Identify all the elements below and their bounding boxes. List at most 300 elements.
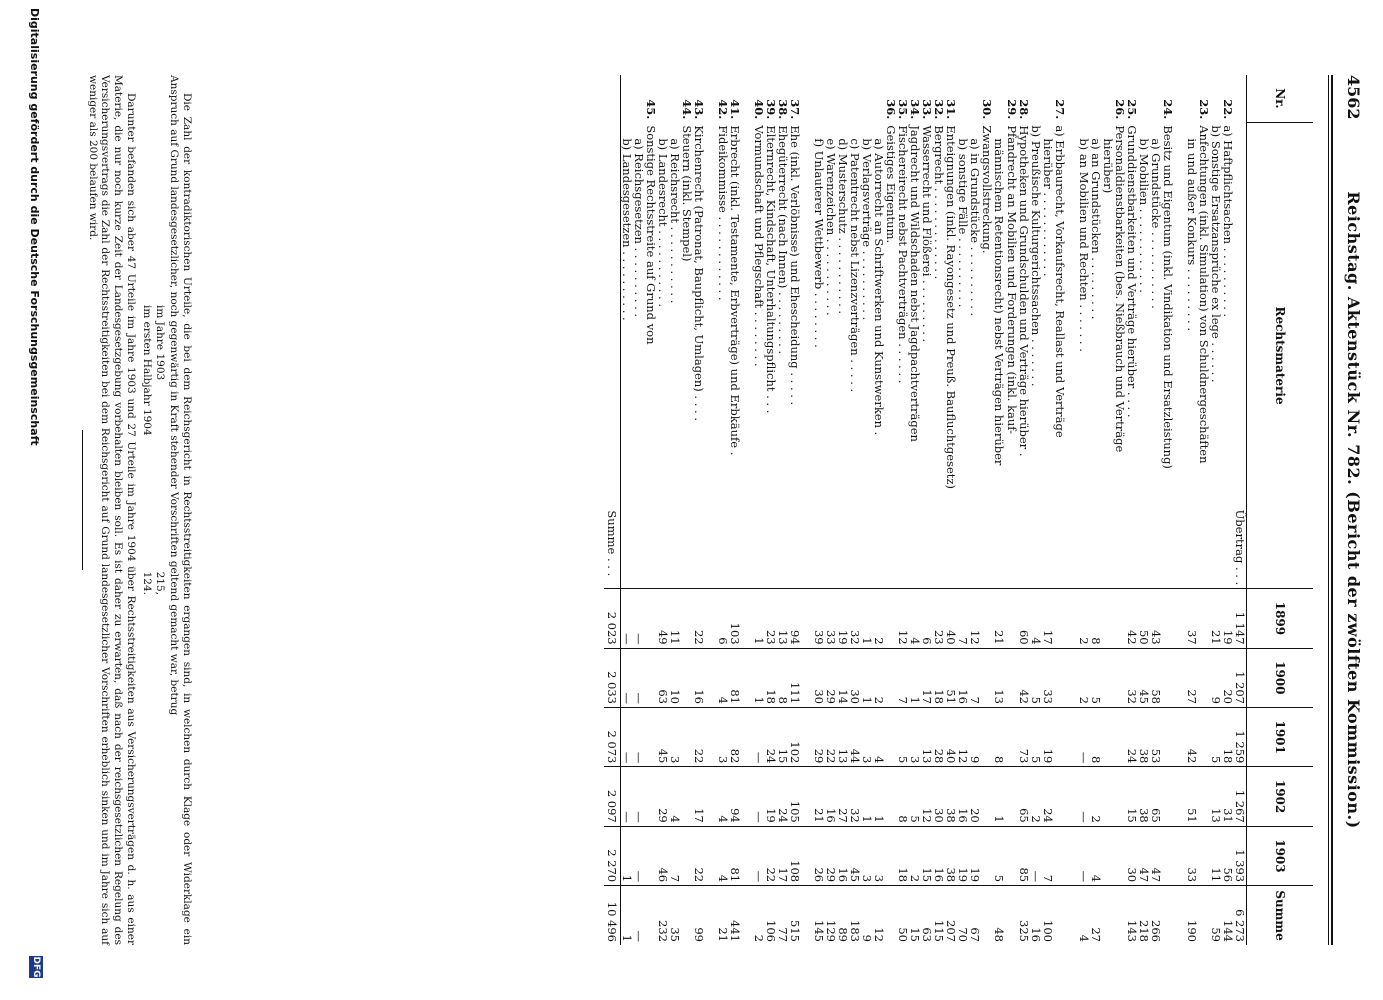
cell-value: — xyxy=(1030,826,1042,885)
cell-value: 2 xyxy=(1030,767,1042,826)
row-label: b) Mobilien . . . . . . . . . . . . xyxy=(1136,138,1151,293)
row-label: b) Verlagsverträge . . . . . . . . . . xyxy=(859,138,874,321)
column-header-2: 1899 xyxy=(1247,589,1314,648)
cell-value: 3 xyxy=(873,826,885,885)
row-number: 37. xyxy=(787,99,802,120)
cell-value: 73 xyxy=(1018,708,1030,767)
cell-value: 17 xyxy=(1042,589,1054,648)
cell-value: 43 xyxy=(1150,589,1162,648)
cell-value xyxy=(801,708,813,767)
header-rule xyxy=(1331,75,1333,945)
cell-value xyxy=(705,648,717,707)
header-rule-thin xyxy=(1328,75,1329,945)
row-number xyxy=(1066,75,1078,122)
cell-value: 8 xyxy=(1090,708,1102,767)
cell-value: — xyxy=(633,589,645,648)
cell-value: 65 xyxy=(1018,767,1030,826)
cell-value xyxy=(1174,767,1186,826)
cell-value xyxy=(1006,886,1018,945)
cell-value: 22 xyxy=(765,826,777,885)
cell-value xyxy=(1162,767,1174,826)
row-label: männischem Retentionsrecht) nebst Verträgen hierüber xyxy=(992,138,1007,466)
row-number: 42. xyxy=(715,99,730,120)
table-row xyxy=(1066,75,1078,945)
table-row xyxy=(669,75,681,945)
digitization-credit xyxy=(28,8,41,988)
cell-value: 18 xyxy=(897,826,909,885)
row-label: Besitz und Eigentum (inkl. Vindikation und Ersatzleistung) xyxy=(1161,125,1175,469)
column-header-7: Summe xyxy=(1247,886,1314,945)
cell-value: 70 xyxy=(957,886,969,945)
cell-value: 21 xyxy=(1210,589,1222,648)
table-row xyxy=(777,75,789,945)
row-number xyxy=(993,75,1005,122)
cell-value: 38 xyxy=(1138,708,1150,767)
cell-value: 19 xyxy=(1042,708,1054,767)
cell-value: 4 xyxy=(717,826,729,885)
table-row xyxy=(1018,75,1030,945)
cell-value xyxy=(705,708,717,767)
table-row xyxy=(849,75,861,945)
cell-value: 8 xyxy=(777,648,789,707)
cell-value: 2 xyxy=(1090,767,1102,826)
row-label: b) sonstige Fälle . . . . . . . . . . xyxy=(956,138,971,308)
cell-value xyxy=(1174,886,1186,945)
table-header-row xyxy=(1247,75,1314,945)
cell-value xyxy=(1162,826,1174,885)
cell-value: 30 xyxy=(1126,826,1138,885)
cell-value xyxy=(1054,886,1066,945)
cell-value xyxy=(1006,826,1018,885)
cell-value: 48 xyxy=(993,886,1005,945)
table-row xyxy=(909,75,921,945)
credit-text: Digitalisierung gefördert durch die Deutsche Forschungsgemeinschaft xyxy=(28,8,41,446)
cell-value xyxy=(1114,886,1126,945)
cell-value xyxy=(1066,589,1078,648)
footnote-paragraph-1: Die Zahl der kontradiktorischen Urteile, die bei dem Reichsgericht in Rechtsstreitigkeiten ergangen sind, in welchen durch Klage oder Widerklage ein Anspruch auf Grund landesgesetzlicher, noch gegenwärtig in Kraft stehender Vorschriften geltend gemacht war, betrug xyxy=(168,75,193,945)
row-number xyxy=(741,75,753,122)
cell-value: 51 xyxy=(1186,767,1198,826)
cell-value xyxy=(705,826,717,885)
cell-value xyxy=(1162,589,1174,648)
cell-value xyxy=(1114,648,1126,707)
cell-value: 115 xyxy=(933,886,945,945)
cell-value xyxy=(1114,767,1126,826)
table-row xyxy=(957,75,969,945)
row-number xyxy=(813,75,825,122)
cell-value: 7 xyxy=(897,648,909,707)
table-row xyxy=(837,75,849,945)
row-label xyxy=(801,122,813,588)
cell-value: 1 xyxy=(861,767,873,826)
cell-value xyxy=(1198,826,1210,885)
cell-value: 30 xyxy=(933,767,945,826)
cell-value xyxy=(645,767,657,826)
cell-value: 51 xyxy=(945,648,957,707)
row-label: Vormundschaft und Pflegschaft . . . . . . . . xyxy=(751,125,766,367)
footnote-year-line xyxy=(153,305,166,945)
cell-value: 10 xyxy=(669,648,681,707)
cell-value: 441 xyxy=(729,886,741,945)
cell-value: 17 xyxy=(693,767,705,826)
cell-value: 47 xyxy=(1138,826,1150,885)
page-header xyxy=(1337,75,1365,945)
cell-value: 108 xyxy=(789,826,801,885)
cell-value: 13 xyxy=(777,589,789,648)
cell-value: — xyxy=(620,767,633,826)
column-header-6: 1903 xyxy=(1247,826,1314,885)
row-number: 28. xyxy=(1016,99,1031,120)
cell-value: 85 xyxy=(1018,826,1030,885)
cell-value: 6 273 xyxy=(1234,886,1247,945)
sum-value: 2 023 xyxy=(604,589,621,648)
cell-value: 1 393 xyxy=(1234,826,1247,885)
cell-value: 35 xyxy=(669,886,681,945)
row-number xyxy=(1186,75,1198,122)
row-number xyxy=(1102,75,1114,122)
table-row xyxy=(765,75,777,945)
row-number xyxy=(861,75,873,122)
row-number xyxy=(657,75,669,122)
row-label: Fideikommisse . . . . . . . . . . . . xyxy=(715,125,730,301)
cell-value: 6 xyxy=(921,589,933,648)
cell-value: 11 xyxy=(1210,826,1222,885)
row-label: Bergrecht . . . . . . . . . . . . . xyxy=(932,125,947,280)
cell-value: 29 xyxy=(825,826,837,885)
cell-value: 23 xyxy=(933,589,945,648)
row-label: Grunddienstbarkeiten und Verträge hierüber . . . . xyxy=(1124,125,1139,418)
column-header-4: 1901 xyxy=(1247,708,1314,767)
table-row xyxy=(1210,75,1222,945)
cell-value xyxy=(1114,826,1126,885)
row-label: b) Landesgesetzen . . . . . . . . . . xyxy=(619,138,634,321)
cell-value: 1 207 xyxy=(1234,648,1247,707)
cell-value: 15 xyxy=(1126,767,1138,826)
table-row xyxy=(1114,75,1126,945)
cell-value: 11 xyxy=(669,589,681,648)
cell-value xyxy=(1102,767,1114,826)
cell-value xyxy=(1066,767,1078,826)
row-number: 27. xyxy=(1052,99,1067,120)
table-row xyxy=(873,75,885,945)
cell-value: 5 xyxy=(909,767,921,826)
cell-value xyxy=(801,767,813,826)
cell-value: 32 xyxy=(849,589,861,648)
cell-value: 28 xyxy=(933,708,945,767)
cell-value: — xyxy=(633,826,645,885)
row-number: 34. xyxy=(908,99,923,120)
cell-value: 15 xyxy=(909,886,921,945)
cell-value xyxy=(1054,648,1066,707)
cell-value: 13 xyxy=(837,708,849,767)
cell-value xyxy=(1006,648,1018,707)
row-number: 26. xyxy=(1112,99,1127,120)
table-row xyxy=(729,75,741,945)
cell-value: 1 xyxy=(753,648,765,707)
dfg-logo: DFG xyxy=(31,956,41,978)
row-number: 29. xyxy=(1004,99,1019,120)
cell-value: 21 xyxy=(717,886,729,945)
row-number xyxy=(849,75,861,122)
cell-value: 50 xyxy=(1138,589,1150,648)
row-label: d) Musterschutz . . . . . . . . . . . xyxy=(835,138,850,315)
cell-value: 38 xyxy=(945,826,957,885)
cell-value: — xyxy=(633,886,645,945)
cell-value xyxy=(1162,886,1174,945)
cell-value: 145 xyxy=(813,886,825,945)
cell-value: 24 xyxy=(1042,767,1054,826)
row-number: 24. xyxy=(1161,99,1175,120)
cell-value: 47 xyxy=(1150,826,1162,885)
cell-value: 18 xyxy=(1222,708,1234,767)
row-label: Jagdrecht und Wildschaden nebst Jagdpachtverträgen xyxy=(908,125,923,442)
cell-value xyxy=(1066,708,1078,767)
cell-value: — xyxy=(620,589,633,648)
cell-value: 2 xyxy=(909,826,921,885)
cell-value: 94 xyxy=(789,589,801,648)
table-row xyxy=(969,75,981,945)
cell-value: 4 xyxy=(1090,826,1102,885)
cell-value: 15 xyxy=(921,826,933,885)
cell-value: 1 147 xyxy=(1234,589,1247,648)
table-body xyxy=(604,75,1247,945)
cell-value xyxy=(1054,708,1066,767)
cell-value xyxy=(741,708,753,767)
table-row xyxy=(693,75,705,945)
sum-label: Summe . . . xyxy=(604,122,621,588)
cell-value: 18 xyxy=(933,648,945,707)
table-row xyxy=(825,75,837,945)
row-number: 30. xyxy=(980,99,995,120)
page-title: Reichstag. Aktenstück Nr. 782. (Bericht der zwölften Kommission.) xyxy=(1344,191,1363,829)
cell-value xyxy=(741,589,753,648)
cell-value: 12 xyxy=(897,589,909,648)
table-row xyxy=(1078,75,1090,945)
sum-row-number xyxy=(604,75,621,122)
cell-value: 106 xyxy=(765,886,777,945)
sum-value: 2 073 xyxy=(604,708,621,767)
cell-value: 81 xyxy=(729,648,741,707)
cell-value: 100 xyxy=(1042,886,1054,945)
cell-value: 8 xyxy=(897,767,909,826)
row-number xyxy=(1090,75,1102,122)
cell-value: 3 xyxy=(669,708,681,767)
row-number: 31. xyxy=(944,99,959,120)
row-label: a) Autorrecht an Schriftwerken und Kunstwerken . xyxy=(871,138,886,436)
table-row xyxy=(1234,75,1247,945)
cell-value: — xyxy=(633,648,645,707)
row-label: a) Reichsrecht . . . . . . . . . . . xyxy=(667,138,682,304)
cell-value: 325 xyxy=(1018,886,1030,945)
table-row xyxy=(1054,75,1066,945)
row-label: hierüber . . . . . . . . . . . . xyxy=(1040,138,1055,277)
table-row xyxy=(705,75,717,945)
cell-value xyxy=(1054,589,1066,648)
cell-value: 22 xyxy=(693,708,705,767)
cell-value xyxy=(645,886,657,945)
cell-value: 13 xyxy=(993,648,1005,707)
cell-value: 1 xyxy=(620,826,633,885)
cell-value: 7 xyxy=(1042,826,1054,885)
cell-value: 183 xyxy=(849,886,861,945)
row-label: Enteignungen (inkl. Rayongesetz und Preuß. Baufluchtgesetz) xyxy=(944,125,959,489)
cell-value: — xyxy=(1078,826,1090,885)
cell-value xyxy=(1174,648,1186,707)
cell-value: 17 xyxy=(777,826,789,885)
cell-value: 63 xyxy=(921,886,933,945)
row-label: Hypotheken und Grundschulden und Verträge hierüber . xyxy=(1016,125,1031,457)
cell-value: 1 259 xyxy=(1234,708,1247,767)
table-row xyxy=(1042,75,1054,945)
cell-value: 3 xyxy=(717,708,729,767)
column-header-5: 1902 xyxy=(1247,767,1314,826)
table-row xyxy=(801,75,813,945)
cell-value xyxy=(1066,648,1078,707)
row-number xyxy=(1138,75,1150,122)
footnote-year-value: 215, xyxy=(153,571,166,595)
cell-value: 8 xyxy=(1090,589,1102,648)
row-number: 33. xyxy=(920,99,935,120)
table-row xyxy=(633,75,645,945)
column-header-1: Rechtsmaterie xyxy=(1247,122,1314,588)
footnote-paragraph-2: Darunter befanden sich aber 47 Urteile im Jahre 1903 und 27 Urteile im Jahre 1904 über Rechtsstreitigkeiten aus Versicherungsverträgen d. h. aus einer Materie, die nur noch kurze Zeit der Landesgesetzgebung vorbehalten bleiben soll. Es ist daher zu erwarten, daß nach der reichsgesetzlichen Regelung des Versicherungsvertrags die Zahl der Rechtsstreitigkeiten bei dem Reichsgericht auf Grund landesgesetzlicher Vorschriften erheblich sinken und im Jahre sich auf weniger als 200 belaufen wird. xyxy=(86,75,137,945)
cell-value: 94 xyxy=(729,767,741,826)
table-row xyxy=(813,75,825,945)
cell-value: 14 xyxy=(837,648,849,707)
cell-value xyxy=(1006,767,1018,826)
table-row xyxy=(620,75,633,945)
table-row xyxy=(789,75,801,945)
cell-value: 5 xyxy=(1210,708,1222,767)
cell-value: 81 xyxy=(729,826,741,885)
row-number: 25. xyxy=(1124,99,1139,120)
cell-value xyxy=(1198,767,1210,826)
row-number: 22. xyxy=(1220,99,1235,120)
cell-value: 32 xyxy=(849,767,861,826)
cell-value xyxy=(1006,589,1018,648)
cell-value xyxy=(645,589,657,648)
row-label: Sonstige Rechtsstreite auf Grund von xyxy=(643,125,658,345)
cell-value xyxy=(741,886,753,945)
cell-value: 2 xyxy=(1078,648,1090,707)
row-label: Ehe (inkl. Verlöbnisse) und Ehescheidung . . . . . xyxy=(787,125,802,406)
table-row xyxy=(1150,75,1162,945)
cell-value: 16 xyxy=(837,826,849,885)
cell-value: 5 xyxy=(993,826,1005,885)
cell-value: 13 xyxy=(921,708,933,767)
cell-value xyxy=(645,826,657,885)
cell-value: 7 xyxy=(669,826,681,885)
row-number xyxy=(633,75,645,122)
cell-value: 56 xyxy=(1222,826,1234,885)
cell-value: 27 xyxy=(837,767,849,826)
row-number: 39. xyxy=(763,99,778,120)
cell-value xyxy=(1066,886,1078,945)
cell-value: 16 xyxy=(693,648,705,707)
cell-value: 9 xyxy=(969,708,981,767)
table-row xyxy=(645,75,657,945)
cell-value: 29 xyxy=(813,708,825,767)
row-label: hierüber) xyxy=(1100,138,1115,194)
table-row xyxy=(945,75,957,945)
cell-value: 39 xyxy=(813,589,825,648)
footnote-year-label: im ersten Halbjahr 1904 xyxy=(141,305,154,436)
cell-value xyxy=(1198,589,1210,648)
cell-value xyxy=(645,648,657,707)
cell-value: 218 xyxy=(1138,886,1150,945)
row-number: 38. xyxy=(775,99,790,120)
cell-value: 49 xyxy=(657,589,669,648)
cell-value: 1 xyxy=(753,589,765,648)
row-label: Elternrecht, Kindschaft, Unterhaltungspflicht . . . xyxy=(763,125,778,414)
cell-value: 45 xyxy=(1138,648,1150,707)
cell-value: 9 xyxy=(861,886,873,945)
table-row xyxy=(1030,75,1042,945)
cell-value xyxy=(741,826,753,885)
row-number: 44. xyxy=(680,99,694,120)
sum-value: 2 033 xyxy=(604,648,621,707)
cell-value: 20 xyxy=(969,767,981,826)
cell-value: 129 xyxy=(825,886,837,945)
table-row xyxy=(1186,75,1198,945)
column-header-0: Nr. xyxy=(1247,75,1314,122)
cell-value: 2 xyxy=(873,589,885,648)
cell-value: 82 xyxy=(729,708,741,767)
cell-value: 29 xyxy=(657,767,669,826)
cell-value: 1 xyxy=(993,767,1005,826)
cell-value xyxy=(1054,767,1066,826)
table-row xyxy=(741,75,753,945)
footnote-year-label: im Jahre 1903 xyxy=(153,305,166,381)
table-row xyxy=(657,75,669,945)
row-number: 41. xyxy=(727,99,742,120)
cell-value: 207 xyxy=(945,886,957,945)
cell-value xyxy=(705,886,717,945)
table-row xyxy=(753,75,765,945)
cell-value: 5 xyxy=(1030,708,1042,767)
cell-value: 42 xyxy=(1126,589,1138,648)
row-label: Erbrecht (inkl. Testamente, Erbverträge) und Erbkäufe . xyxy=(727,125,742,456)
row-label: a) Erbbaurecht, Vorkaufsrecht, Reallast und Verträge xyxy=(1052,125,1067,438)
row-label: Anfechtungen (inkl. Simulation) von Schuldnergeschäften xyxy=(1196,125,1211,464)
cell-value: 21 xyxy=(813,767,825,826)
cell-value: 22 xyxy=(693,589,705,648)
cell-value: 144 xyxy=(1222,886,1234,945)
cell-value: 1 xyxy=(620,886,633,945)
cell-value: 19 xyxy=(837,589,849,648)
cell-value: 105 xyxy=(789,767,801,826)
row-number xyxy=(1030,75,1042,122)
row-number: 35. xyxy=(896,99,910,120)
footnote xyxy=(84,75,193,945)
cell-value: 19 xyxy=(957,826,969,885)
page-number: 4562 xyxy=(1344,75,1363,120)
row-label: Personaldienstbarkeiten (bes. Nießbrauch und Verträge xyxy=(1112,125,1127,453)
cell-value xyxy=(705,589,717,648)
cell-value: 102 xyxy=(789,708,801,767)
cell-value: 99 xyxy=(693,886,705,945)
table-row xyxy=(861,75,873,945)
cell-value: 111 xyxy=(789,648,801,707)
cell-value xyxy=(1102,826,1114,885)
cell-value: 17 xyxy=(921,648,933,707)
cell-value xyxy=(645,708,657,767)
row-label xyxy=(705,122,717,588)
row-label: Geistiges Eigentum. xyxy=(883,125,898,244)
row-label: a) Grundstücke . . . . . . . . . . . xyxy=(1148,138,1163,309)
cell-value: 24 xyxy=(765,708,777,767)
cell-value: 13 xyxy=(1210,767,1222,826)
